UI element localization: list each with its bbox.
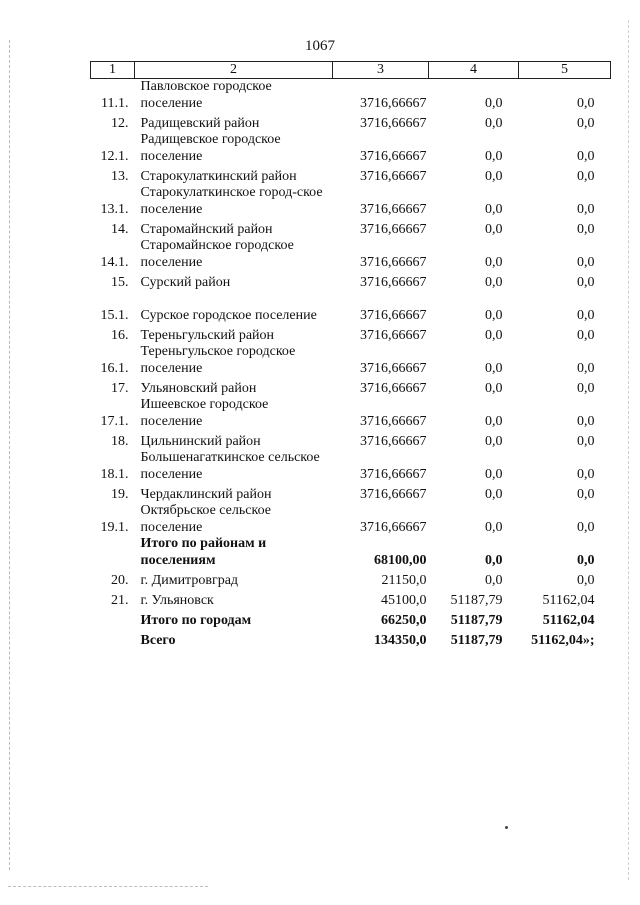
row-number: 16.	[111, 327, 129, 343]
row-col3-value: 3716,66667	[360, 413, 427, 429]
row-name: Итого по городам	[140, 612, 252, 628]
row-col5-value: 0,0	[577, 221, 595, 237]
row-col3-value: 3716,66667	[360, 466, 427, 482]
row-col5-value: 51162,04	[542, 612, 595, 628]
row-number: 14.1.	[100, 254, 129, 270]
table-row	[91, 132, 611, 165]
row-col4-value: 0,0	[485, 519, 503, 535]
table-header	[91, 62, 611, 79]
table-row	[91, 377, 611, 397]
row-col4-value: 51187,79	[450, 612, 503, 628]
row-col3-value: 3716,66667	[360, 115, 427, 131]
table-row	[91, 589, 611, 609]
scan-edge-left	[9, 40, 10, 870]
row-col3-value: 3716,66667	[360, 168, 427, 184]
table-row	[91, 397, 611, 430]
table-body	[91, 79, 611, 650]
row-name: Сурское городское поселение	[140, 307, 317, 323]
row-col4-value: 0,0	[485, 221, 503, 237]
row-col4-value: 0,0	[485, 274, 503, 290]
row-col3-value: 3716,66667	[360, 95, 427, 111]
row-name: Сурский район	[140, 274, 231, 290]
row-col4-value: 0,0	[485, 572, 503, 588]
row-col4-value: 0,0	[485, 254, 503, 270]
row-col3-value: 3716,66667	[360, 307, 427, 323]
table-row	[91, 165, 611, 185]
row-number	[91, 536, 135, 569]
row-col5-value: 0,0	[577, 380, 595, 396]
scan-speck	[505, 826, 508, 829]
table-row	[91, 450, 611, 483]
row-number: 16.1.	[100, 360, 129, 376]
row-col5-value: 0,0	[577, 486, 595, 502]
row-name: Цильнинский район	[140, 433, 261, 449]
row-col4-value: 0,0	[485, 433, 503, 449]
row-col3-value: 45100,0	[381, 592, 427, 608]
row-col5-value: 0,0	[577, 95, 595, 111]
row-number: 14.	[111, 221, 129, 237]
row-col5-value: 0,0	[577, 433, 595, 449]
row-number	[91, 609, 135, 629]
row-name: Всего	[140, 632, 176, 648]
row-number: 18.1.	[100, 466, 129, 482]
row-col3-value: 21150,0	[381, 572, 427, 588]
scan-edge-bottom	[8, 886, 208, 887]
row-col5-value: 0,0	[577, 360, 595, 376]
row-col3-value: 134350,0	[374, 632, 427, 648]
row-number: 15.	[111, 274, 129, 290]
row-name: Старокулаткинское город-ское поселение	[140, 185, 323, 217]
row-col5-value: 0,0	[577, 201, 595, 217]
row-number	[91, 629, 135, 649]
row-name: Тереньгульский район	[140, 327, 275, 343]
row-col5-value: 0,0	[577, 274, 595, 290]
header-cell-4: 4	[429, 62, 519, 79]
table-row	[91, 271, 611, 291]
row-col4-value: 0,0	[485, 380, 503, 396]
row-col5-value: 0,0	[577, 168, 595, 184]
row-col5-value: 0,0	[577, 307, 595, 323]
row-name: г. Димитровград	[140, 572, 239, 588]
row-col5-value: 51162,04	[542, 592, 595, 608]
table-row	[91, 112, 611, 132]
table-row	[91, 629, 611, 649]
row-col3-value: 3716,66667	[360, 380, 427, 396]
row-col3-value: 3716,66667	[360, 274, 427, 290]
row-name: Старомайнское городское поселение	[140, 238, 294, 270]
row-col3-value: 3716,66667	[360, 254, 427, 270]
row-name: Павловское городское поселение	[140, 79, 272, 111]
page-number: 1067	[305, 38, 335, 54]
row-col3-value: 3716,66667	[360, 201, 427, 217]
row-name: Ишеевское городское поселение	[140, 397, 269, 429]
row-name: Ульяновский район	[140, 380, 257, 396]
row-col5-value: 0,0	[577, 552, 595, 568]
table-row	[91, 430, 611, 450]
header-cell-2: 2	[135, 62, 333, 79]
row-number: 17.	[111, 380, 129, 396]
row-number: 15.1.	[100, 307, 129, 323]
row-col4-value: 0,0	[485, 327, 503, 343]
row-name: Тереньгульское городское поселение	[140, 344, 296, 376]
row-col3-value: 3716,66667	[360, 221, 427, 237]
row-name: Радищевский район	[140, 115, 260, 131]
row-col4-value: 0,0	[485, 148, 503, 164]
row-col5-value: 0,0	[577, 254, 595, 270]
row-number: 11.1.	[101, 95, 129, 111]
row-col4-value: 0,0	[485, 307, 503, 323]
row-col4-value: 0,0	[485, 552, 503, 568]
table-row	[91, 79, 611, 113]
row-number: 12.	[111, 115, 129, 131]
row-col3-value: 3716,66667	[360, 486, 427, 502]
row-name: Октябрьское сельское поселение	[140, 503, 271, 535]
row-col4-value: 0,0	[485, 115, 503, 131]
table-row	[91, 238, 611, 271]
row-number: 12.1.	[100, 148, 129, 164]
row-col3-value: 3716,66667	[360, 433, 427, 449]
row-number: 21.	[111, 592, 129, 608]
row-col5-value: 0,0	[577, 327, 595, 343]
row-col4-value: 0,0	[485, 360, 503, 376]
row-col3-value: 3716,66667	[360, 519, 427, 535]
table-row	[91, 483, 611, 503]
row-col5-value: 0,0	[577, 413, 595, 429]
header-cell-5: 5	[519, 62, 611, 79]
row-col4-value: 51187,79	[450, 592, 503, 608]
row-number: 17.1.	[100, 413, 129, 429]
budget-table	[90, 61, 611, 649]
row-name: Большенагаткинское сельское поселение	[140, 450, 320, 482]
row-col5-value: 51162,04»;	[531, 632, 595, 648]
row-number: 20.	[111, 572, 129, 588]
row-col5-value: 0,0	[577, 519, 595, 535]
row-name: Старокулаткинский район	[140, 168, 297, 184]
scan-edge-right	[628, 20, 629, 880]
row-name: Чердаклинский район	[140, 486, 272, 502]
row-col3-value: 3716,66667	[360, 327, 427, 343]
row-col5-value: 0,0	[577, 115, 595, 131]
row-col5-value: 0,0	[577, 148, 595, 164]
row-col4-value: 51187,79	[450, 632, 503, 648]
table-row	[91, 536, 611, 569]
row-number: 18.	[111, 433, 129, 449]
row-number: 19.	[111, 486, 129, 502]
row-col3-value: 66250,0	[381, 612, 427, 628]
row-name: Старомайнский район	[140, 221, 273, 237]
row-col3-value: 3716,66667	[360, 148, 427, 164]
row-number: 13.	[111, 168, 129, 184]
table-row	[91, 503, 611, 536]
row-number: 19.1.	[100, 519, 129, 535]
row-col4-value: 0,0	[485, 466, 503, 482]
row-name: Итого по районам и поселениям	[140, 536, 267, 568]
row-name: Радищевское городское поселение	[140, 132, 281, 164]
row-col5-value: 0,0	[577, 572, 595, 588]
header-cell-3: 3	[333, 62, 429, 79]
row-col4-value: 0,0	[485, 168, 503, 184]
row-number: 13.1.	[100, 201, 129, 217]
table-row	[91, 185, 611, 218]
header-cell-1: 1	[91, 62, 135, 79]
row-col3-value: 68100,00	[374, 552, 427, 568]
row-col3-value: 3716,66667	[360, 360, 427, 376]
row-col4-value: 0,0	[485, 201, 503, 217]
table-row	[91, 218, 611, 238]
table-row	[91, 324, 611, 344]
table-row	[91, 344, 611, 377]
table-row	[91, 609, 611, 629]
row-col5-value: 0,0	[577, 466, 595, 482]
row-col4-value: 0,0	[485, 413, 503, 429]
row-name: г. Ульяновск	[140, 592, 214, 608]
table-row	[91, 291, 611, 324]
table-row	[91, 569, 611, 589]
row-col4-value: 0,0	[485, 486, 503, 502]
row-col4-value: 0,0	[485, 95, 503, 111]
